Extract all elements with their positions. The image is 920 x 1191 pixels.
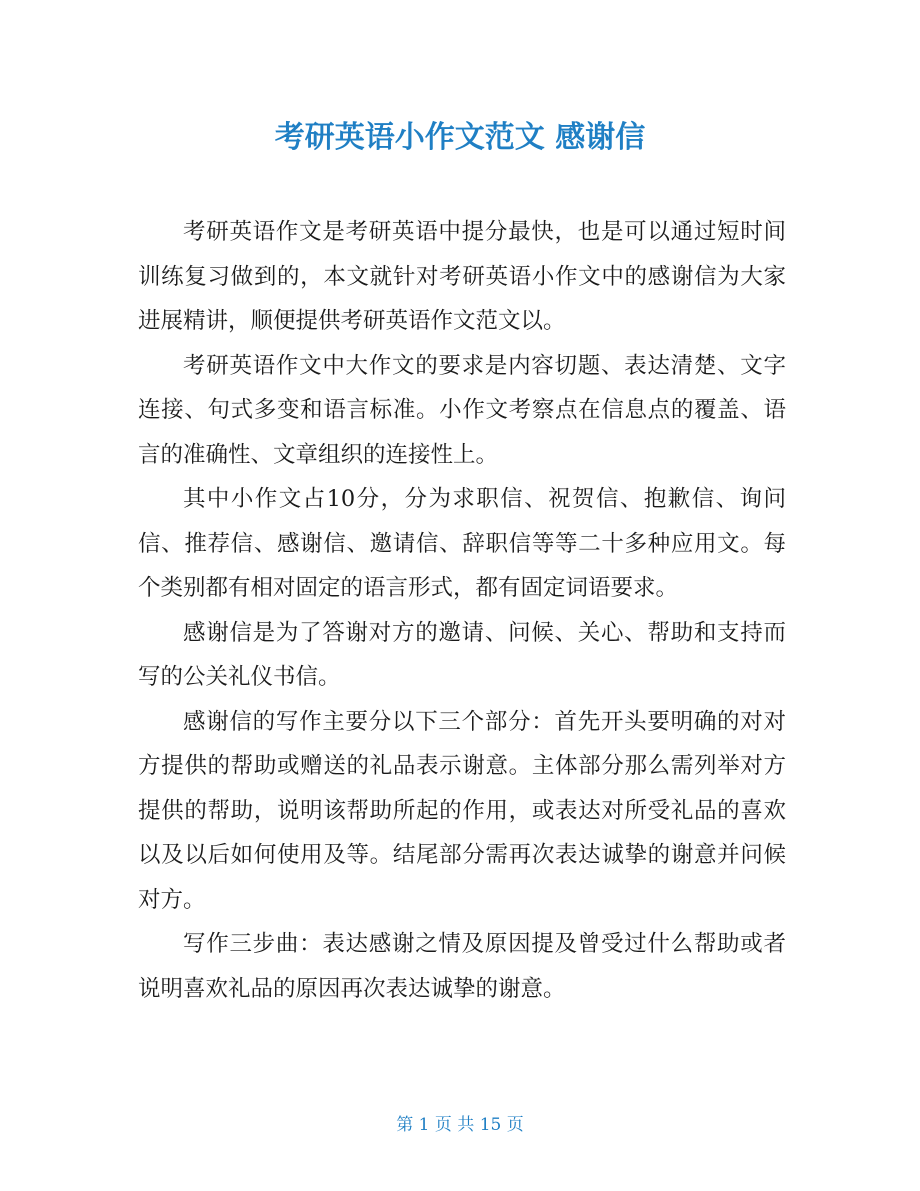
paragraph-6: 写作三步曲：表达感谢之情及原因提及曾受过什么帮助或者说明喜欢礼品的原因再次表达诚挚的谢意。: [138, 931, 786, 1002]
paragraph-2: 考研英语作文中大作文的要求是内容切题、表达清楚、文字连接、句式多变和语言标准。小作文考察点在信息点的覆盖、语言的准确性、文章组织的连接性上。: [138, 352, 786, 468]
document-body: [138, 210, 786, 1011]
paragraph-5: 感谢信的写作主要分以下三个部分：首先开头要明确的对对方提供的帮助或赠送的礼品表示谢意。主体部分那么需列举对方提供的帮助，说明该帮助所起的作用，或表达对所受礼品的喜欢以及以后如何使用及等。结尾部分需再次表达诚挚的谢意并问候对方。: [138, 708, 786, 913]
paragraph-3: 其中小作文占10分，分为求职信、祝贺信、抱歉信、询问信、推荐信、感谢信、邀请信、辞职信等等二十多种应用文。每个类别都有相对固定的语言形式，都有固定词语要求。: [138, 486, 786, 601]
paragraph-1: 考研英语作文是考研英语中提分最快，也是可以通过短时间训练复习做到的，本文就针对考研英语小作文中的感谢信为大家进展精讲，顺便提供考研英语作文范文以。: [138, 219, 786, 334]
document-title: 考研英语小作文范文 感谢信: [274, 120, 646, 155]
page-number-footer: 第 1 页 共 15 页: [396, 1115, 524, 1135]
paragraph-4: 感谢信是为了答谢对方的邀请、问候、关心、帮助和支持而写的公关礼仪书信。: [138, 619, 786, 690]
